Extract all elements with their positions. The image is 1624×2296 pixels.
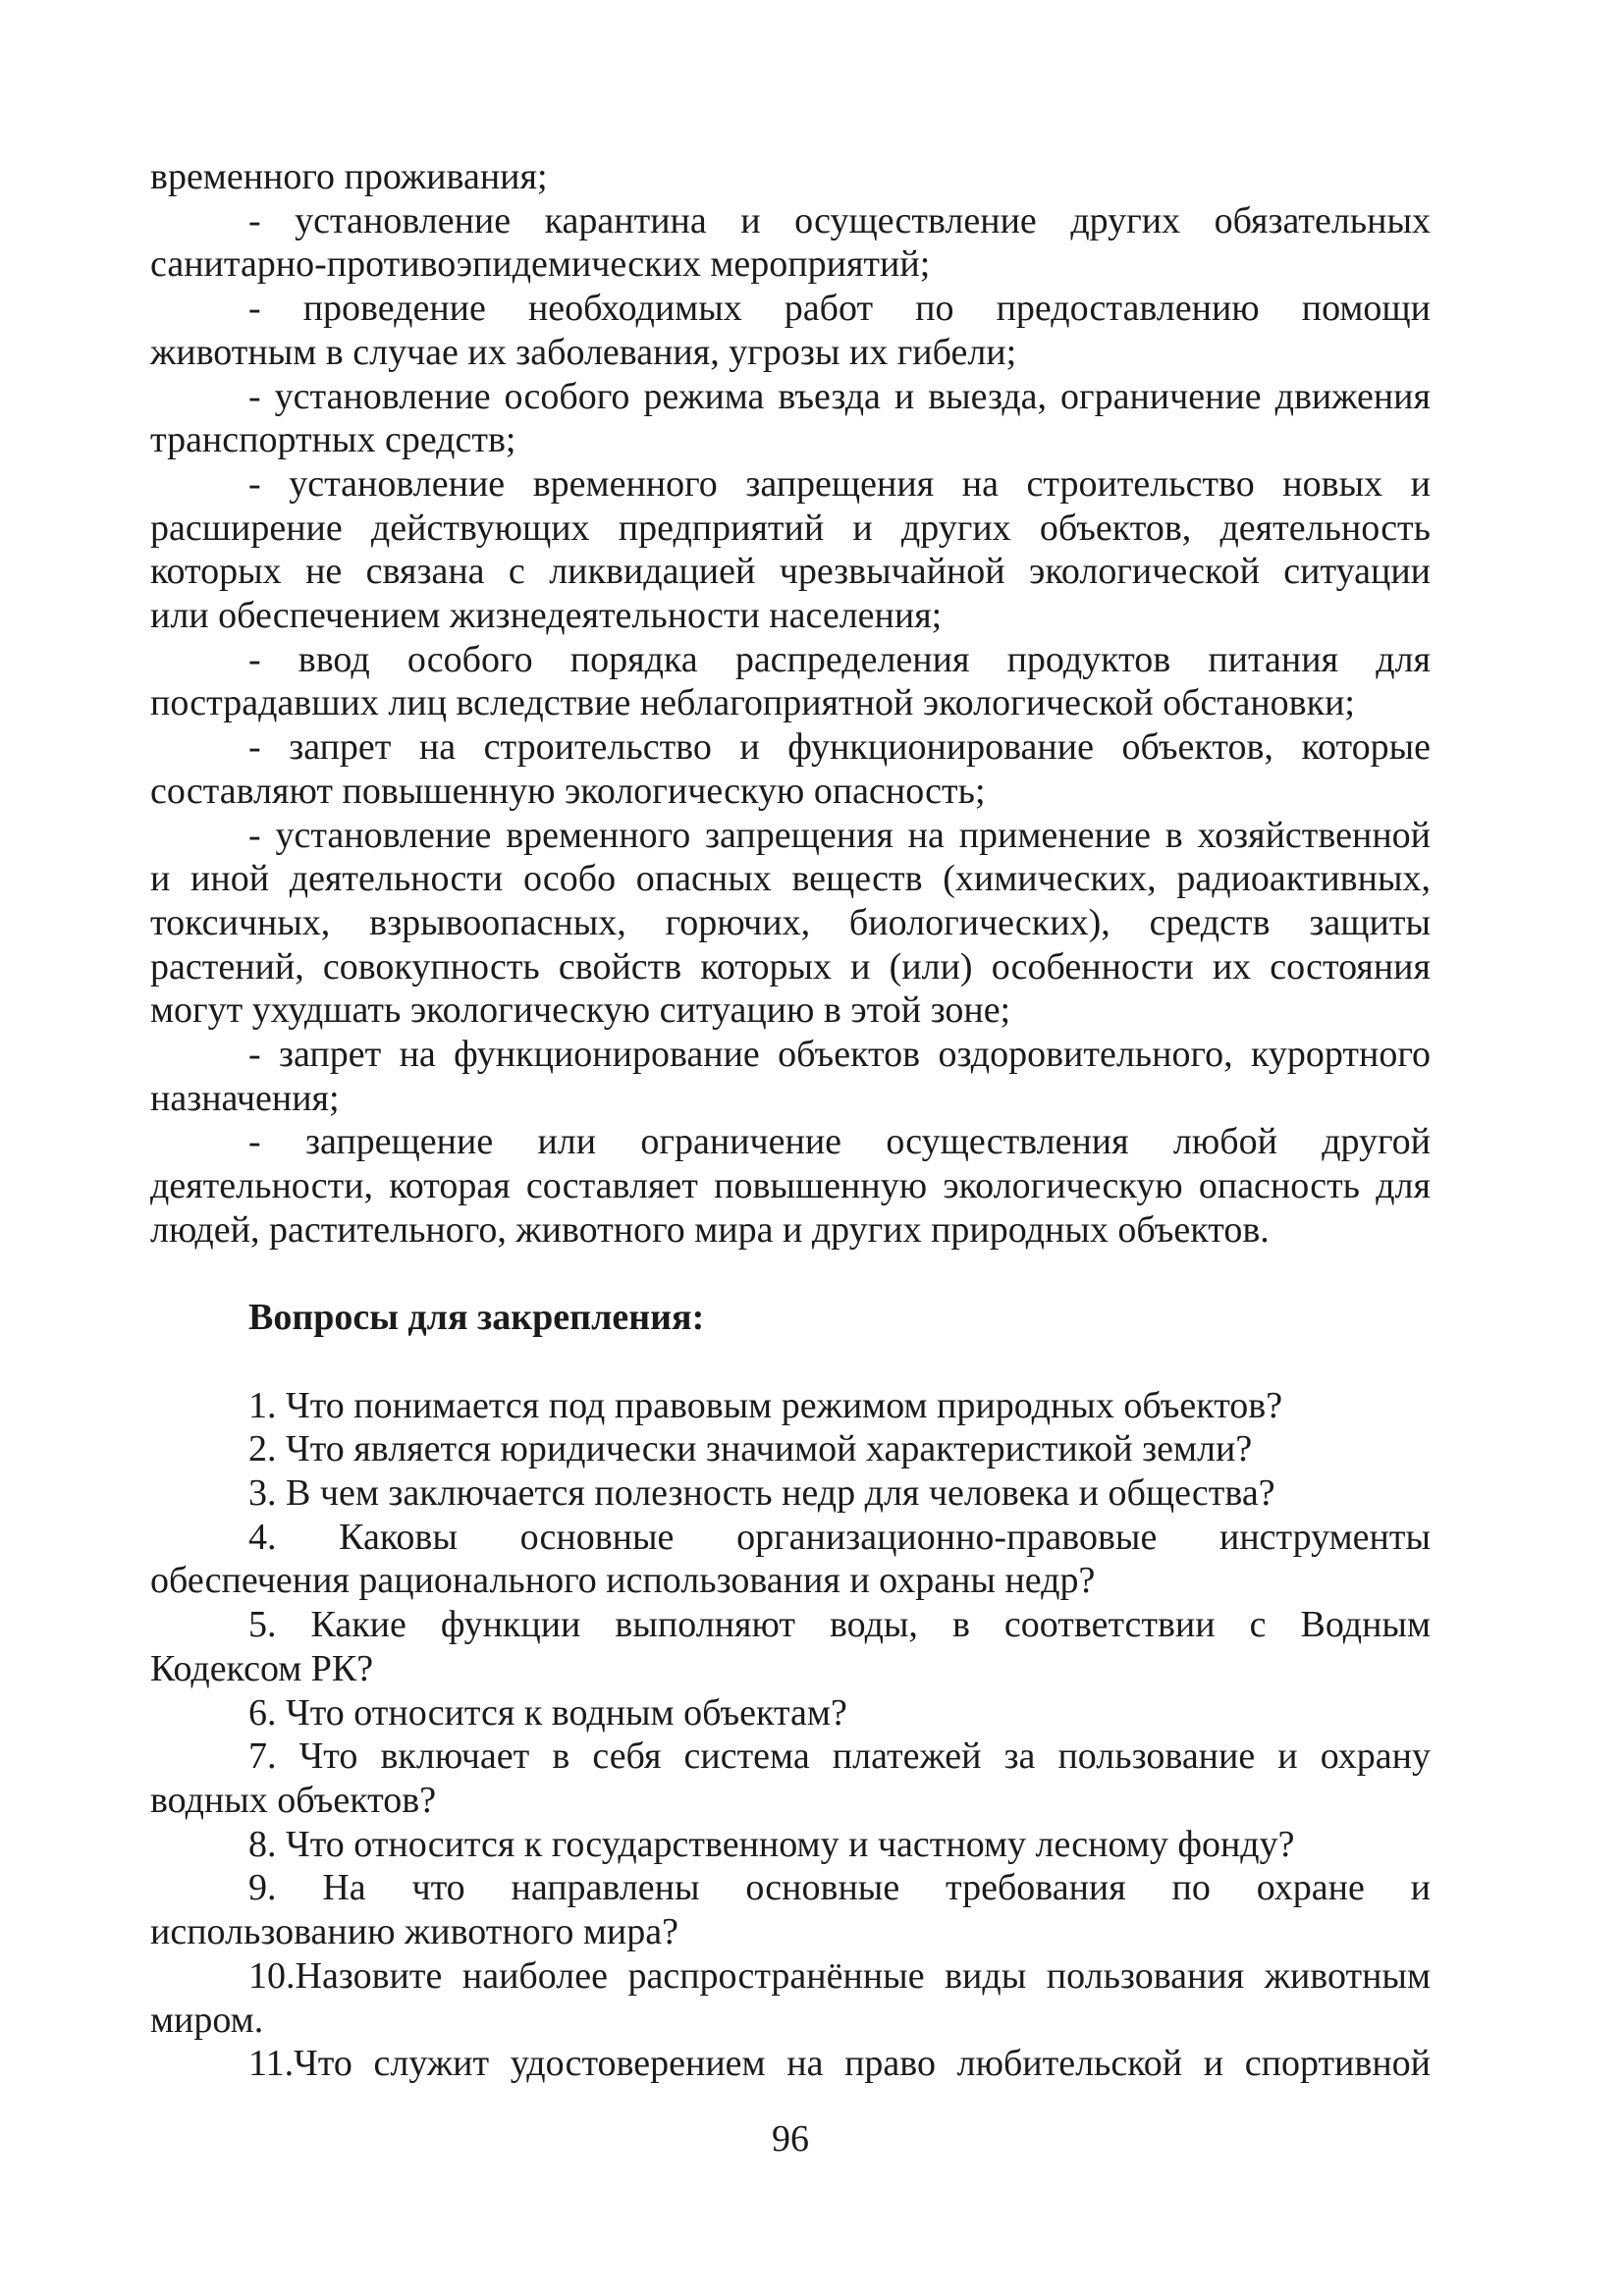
body-text-line: которых не связана с ликвидацией чрезвычайной экологической ситуации — [150, 551, 1431, 593]
body-text-line: - запрет на строительство и функционирование объектов, которые — [248, 726, 1431, 769]
question-line: 10.Назовите наиболее распространённые виды пользования животным — [248, 1954, 1431, 1997]
body-text-line: пострадавших лиц вследствие неблагоприятной экологической обстановки; — [150, 682, 1355, 724]
body-text-line: могут ухудшать экологическую ситуацию в этой зоне; — [150, 989, 1011, 1032]
body-text-line: растений, совокупность свойств которых и (или) особенности их состояния — [150, 945, 1431, 988]
question-line: 6. Что относится к водным объектам? — [248, 1691, 847, 1734]
question-line: 3. В чем заключается полезность недр для человека и общества? — [248, 1472, 1275, 1515]
body-text-line: транспортных средств; — [150, 419, 516, 461]
body-text-line: - запрет на функционирование объектов оздоровительного, курортного — [248, 1034, 1431, 1076]
body-text-line: расширение действующих предприятий и других объектов, деятельность — [150, 507, 1431, 549]
body-text-line: временного проживания; — [150, 156, 548, 197]
question-line: обеспечения рационального использования и охраны недр? — [150, 1560, 1096, 1602]
page-content — [150, 155, 1431, 2086]
question-line: Кодексом РК? — [150, 1647, 374, 1689]
body-text-line: - установление временного запрещения на строительство новых и — [248, 462, 1431, 505]
body-text-line: или обеспечением жизнедеятельности населения; — [150, 595, 943, 637]
question-line: использованию животного мира? — [150, 1911, 678, 1953]
section-heading: Вопросы для закрепления: — [248, 1297, 705, 1339]
body-text-line: - проведение необходимых работ по предоставлению помощи — [248, 288, 1431, 330]
question-line: 4. Каковы основные организационно-правовые инструменты — [248, 1516, 1431, 1558]
body-text-line: токсичных, взрывоопасных, горючих, биологических), средств защиты — [150, 901, 1431, 943]
body-text-line: животным в случае их заболевания, угрозы их гибели; — [150, 331, 1017, 373]
question-line: водных объектов? — [150, 1779, 437, 1821]
body-text-line: и иной деятельности особо опасных веществ (химических, радиоактивных, — [150, 858, 1431, 900]
body-text-line: - установление временного запрещения на применение в хозяйственной — [248, 814, 1431, 856]
body-text-line: - установление особого режима въезда и выезда, ограничение движения — [248, 375, 1431, 417]
body-text-line: деятельности, которая составляет повышенную экологическую опасность для — [150, 1165, 1431, 1207]
body-text-line: составляют повышенную экологическую опасность; — [150, 770, 986, 812]
question-line: 7. Что включает в себя система платежей за пользование и охрану — [248, 1735, 1431, 1778]
question-line: 1. Что понимается под правовым режимом природных объектов? — [248, 1384, 1283, 1426]
body-text-line: - ввод особого порядка распределения продуктов питания для — [248, 638, 1431, 680]
body-text-line: - запрещение или ограничение осуществления любой другой — [248, 1121, 1431, 1163]
body-text-line: людей, растительного, животного мира и других природных объектов. — [150, 1208, 1270, 1251]
questions-list — [150, 1384, 1431, 2086]
body-text-line: назначения; — [150, 1077, 340, 1119]
body-text-line: санитарно-противоэпидемических мероприятий; — [150, 243, 931, 286]
question-line: миром. — [150, 1999, 264, 2041]
question-line: 5. Какие функции выполняют воды, в соответствии с Водным — [248, 1604, 1431, 1646]
body-text-line: - установление карантина и осуществление других обязательных — [248, 199, 1431, 241]
question-line: 11.Что служит удостоверением на право любительской и спортивной — [248, 2043, 1431, 2085]
question-line: 8. Что относится к государственному и частному лесному фонду? — [248, 1823, 1295, 1865]
question-line: 2. Что является юридически значимой характеристикой земли? — [248, 1428, 1253, 1470]
question-line: 9. На что направлены основные требования по охране и — [248, 1867, 1431, 1909]
page-number: 96 — [772, 2118, 809, 2160]
